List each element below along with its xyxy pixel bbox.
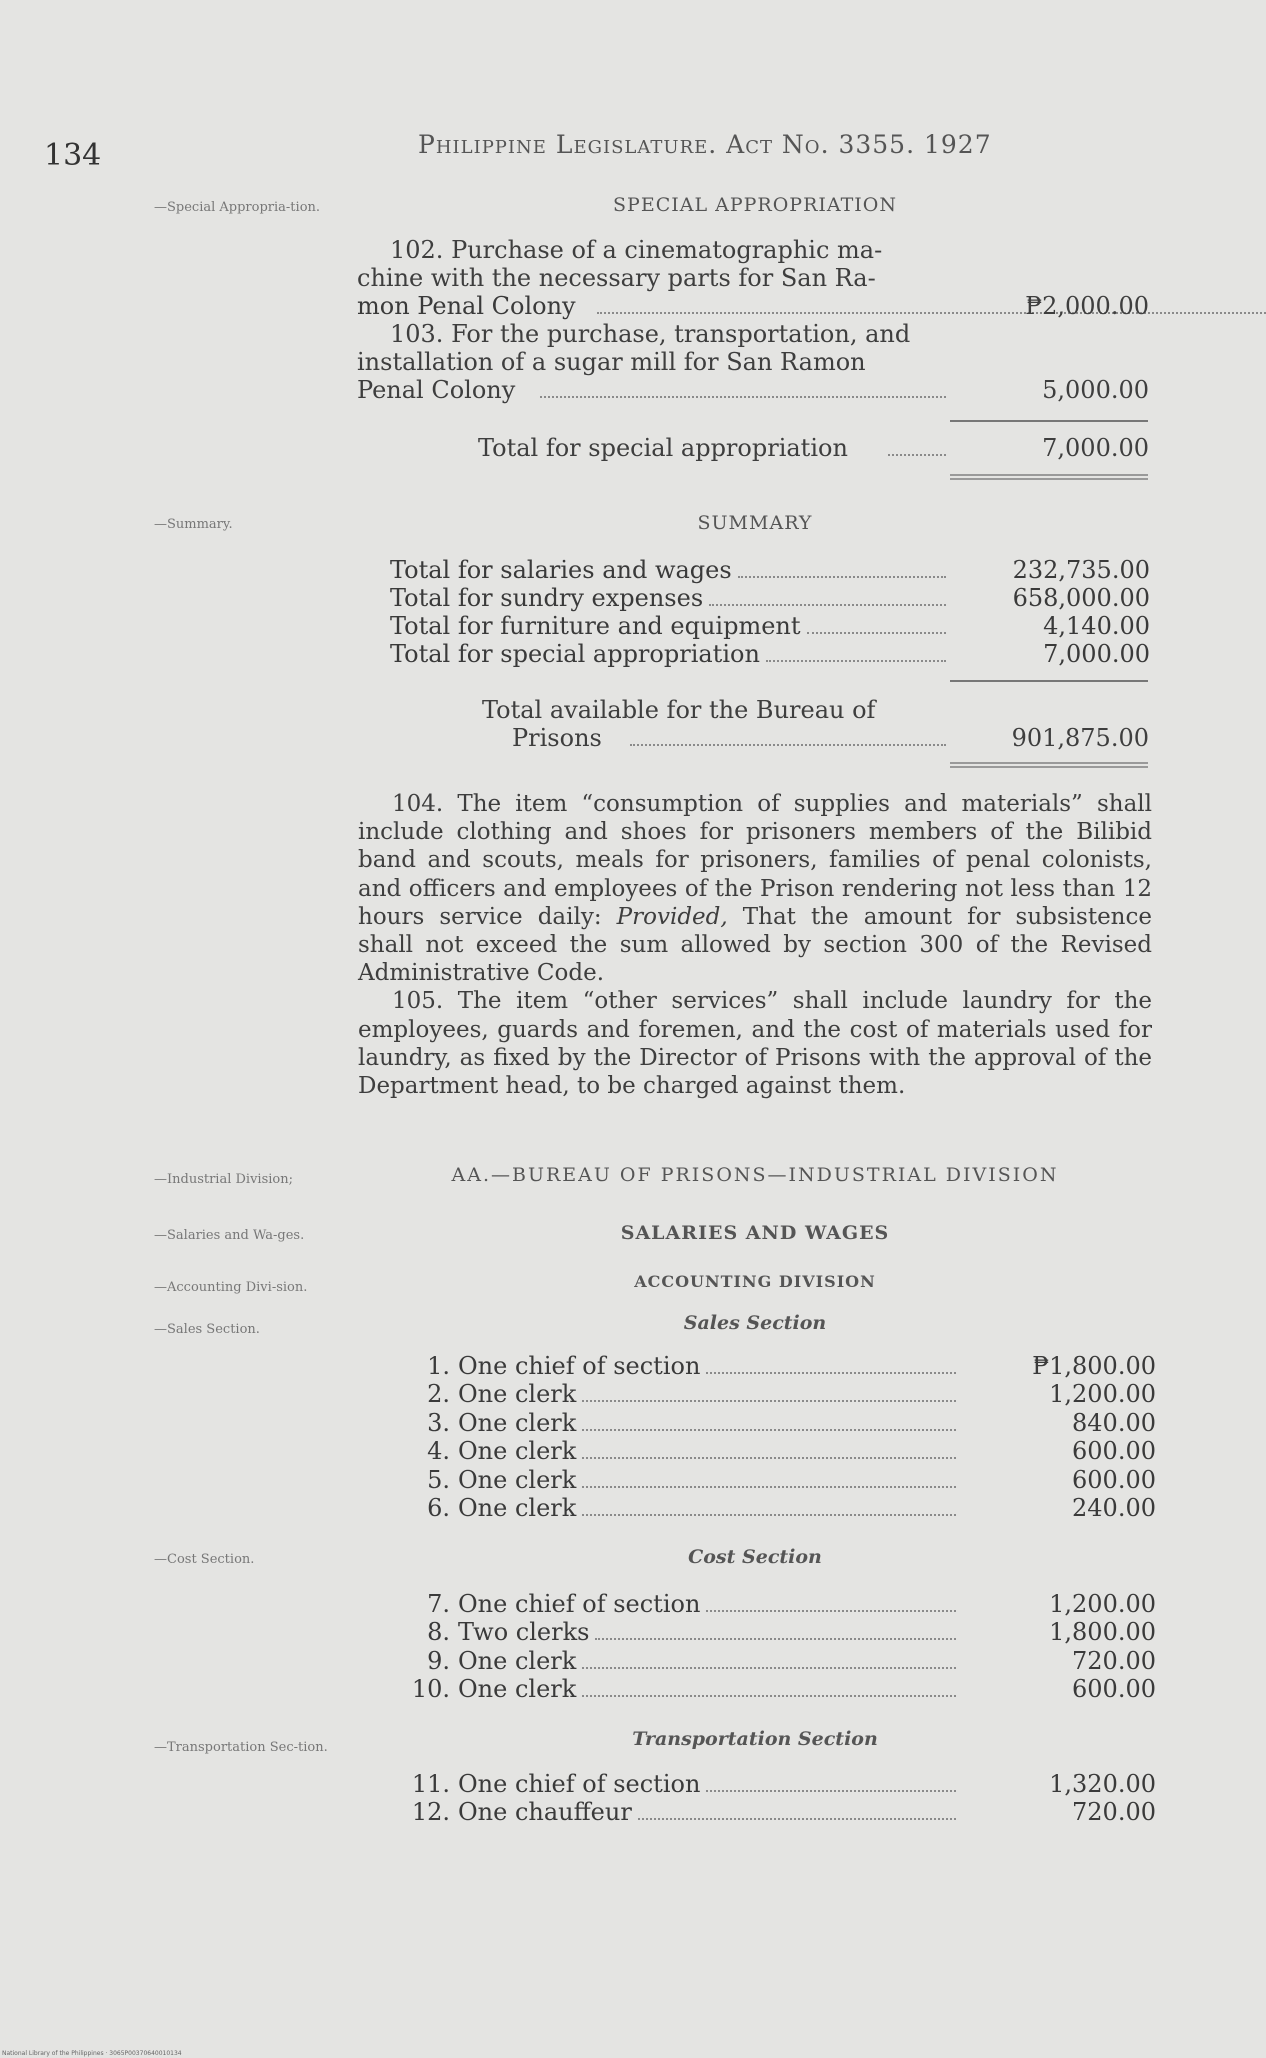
row-label: One clerk [458, 1380, 577, 1409]
leader-dots [706, 1372, 956, 1374]
accounting-heading: ACCOUNTING DIVISION [634, 1272, 876, 1291]
sales-row [410, 1352, 1156, 1380]
cost-row [410, 1675, 1156, 1703]
division-heading: AA.—BUREAU OF PRISONS—INDUSTRIAL DIVISION [451, 1164, 1059, 1186]
margin-note-salaries: —Salaries and Wa-ges. [154, 1228, 305, 1243]
row-label: Total for furniture and equipment [390, 612, 801, 640]
running-header-text: Philippine Legislature. Act No. 3355. 1927 [418, 130, 992, 159]
summary-row [390, 612, 1150, 640]
leader-dots [582, 1486, 956, 1488]
margin-note-summary: —Summary. [154, 517, 233, 532]
summary-double-rule [950, 762, 1148, 768]
item-number: 2. [427, 1380, 450, 1409]
sales-row [410, 1437, 1156, 1465]
summary-total-line1: Total available for the Bureau of [482, 696, 876, 724]
leader-dots [709, 604, 946, 606]
summary-row [390, 556, 1150, 584]
leader-dots [582, 1695, 956, 1697]
row-label: Total for special appropriation [390, 640, 760, 668]
leader-dots [582, 1429, 956, 1431]
special-appropriation-heading: SPECIAL APPROPRIATION [613, 194, 897, 216]
leader-dots [540, 396, 946, 398]
row-label: One chief of section [458, 1590, 701, 1618]
page-number: 134 [44, 138, 102, 173]
sales-row [410, 1380, 1156, 1408]
row-label: One clerk [458, 1646, 577, 1675]
row-amount: 1,800.00 [1049, 1618, 1156, 1647]
row-amount: 720.00 [1072, 1646, 1156, 1675]
row-amount: 720.00 [1072, 1798, 1156, 1827]
paragraph-104-proviso: That the amount for subsistence shall not exceed the sum allowed by section 300 of the Revised Administrative Code. [358, 903, 1152, 987]
sales-row [410, 1466, 1156, 1494]
leader-dots [582, 1457, 956, 1459]
leader-dots [766, 660, 946, 662]
item-102-amount: ₱2,000.00 [1025, 292, 1149, 320]
row-label: One clerk [458, 1465, 577, 1494]
leader-dots [807, 632, 946, 634]
leader-dots [630, 744, 946, 746]
running-header [418, 130, 992, 159]
subtotal-rule [950, 420, 1148, 422]
leader-dots [597, 312, 1266, 314]
row-label: One clerk [458, 1675, 577, 1704]
item-103-line2: installation of a sugar mill for San Ramon [357, 348, 866, 376]
paragraph-105: 105. The item “other services” shall include laundry for the employees, guards and foremen, and the cost of materials used for laundry, as fixed by the Director of Prisons with the approval of the Department head, to be charged against them. [358, 988, 1152, 1100]
row-label: Total for sundry expenses [390, 584, 704, 612]
row-label: One clerk [458, 1494, 577, 1522]
footer-credit: National Library of the Philippines · 3065P00370640010134 [2, 2050, 182, 2057]
leader-dots [706, 1790, 956, 1792]
margin-note-special: —Special Appropria-tion. [154, 200, 321, 215]
item-number: 3. [427, 1408, 450, 1437]
leader-dots [706, 1610, 956, 1612]
summary-heading: SUMMARY [697, 512, 813, 534]
row-label: One chief of section [458, 1770, 701, 1798]
item-103-amount: 5,000.00 [1042, 376, 1149, 404]
row-label: Two clerks [458, 1618, 590, 1647]
row-label: One chief of section [458, 1352, 701, 1380]
row-label: Total for salaries and wages [390, 556, 732, 584]
item-number: 4. [427, 1437, 450, 1466]
margin-note-industrial: —Industrial Division; [154, 1172, 294, 1187]
item-102-line1: 102. Purchase of a cinematographic ma- [390, 236, 883, 264]
row-amount: 600.00 [1072, 1465, 1156, 1494]
row-amount: 232,735.00 [1012, 556, 1150, 584]
item-number: 6. [427, 1494, 450, 1522]
item-number: 11. [411, 1770, 450, 1798]
item-number: 9. [427, 1646, 450, 1675]
item-number: 10. [411, 1675, 450, 1704]
body-paragraphs [358, 790, 1152, 1100]
row-amount: 1,200.00 [1049, 1590, 1156, 1618]
row-amount: 1,320.00 [1049, 1770, 1156, 1798]
leader-dots [595, 1638, 956, 1640]
item-number: 1. [427, 1352, 450, 1380]
item-102-line2: chine with the necessary parts for San Ra- [357, 264, 876, 292]
sales-row [410, 1409, 1156, 1437]
transportation-section-heading: Transportation Section [632, 1728, 878, 1750]
row-label: One clerk [458, 1437, 577, 1466]
special-total-amount: 7,000.00 [1042, 434, 1149, 462]
summary-row [390, 640, 1150, 668]
summary-row [390, 584, 1150, 612]
summary-total-amount: 901,875.00 [1011, 724, 1149, 752]
item-number: 12. [411, 1798, 450, 1827]
special-total-label: Total for special appropriation [478, 434, 848, 462]
leader-dots [582, 1400, 956, 1402]
margin-note-cost: —Cost Section. [154, 1552, 255, 1567]
summary-total-line2: Prisons [512, 724, 602, 752]
sales-section-heading: Sales Section [683, 1312, 827, 1334]
transportation-row [410, 1798, 1156, 1826]
row-amount: ₱1,800.00 [1032, 1352, 1156, 1380]
item-number: 5. [427, 1465, 450, 1494]
leader-dots [638, 1818, 956, 1820]
summary-rule [950, 680, 1148, 682]
row-amount: 600.00 [1072, 1675, 1156, 1704]
item-103-line3: Penal Colony [357, 376, 516, 404]
paragraph-104 [358, 790, 1152, 987]
salaries-heading: SALARIES AND WAGES [620, 1222, 890, 1244]
paragraph-104-text: 104. The item “consumption of supplies and materials” shall include clothing and shoes for prisoners members of the Bilibid band and scouts, meals for prisoners, families of penal colonists, and officers and employees of the Prison rendering not less than 12 hours service daily: [358, 791, 1152, 930]
item-number: 8. [427, 1618, 450, 1647]
cost-row [410, 1618, 1156, 1646]
leader-dots [582, 1667, 956, 1669]
leader-dots [738, 576, 946, 578]
row-label: One chauffeur [458, 1798, 632, 1827]
margin-note-accounting: —Accounting Divi-sion. [154, 1280, 308, 1295]
cost-row [410, 1590, 1156, 1618]
row-amount: 240.00 [1072, 1494, 1156, 1522]
total-double-rule [950, 474, 1148, 480]
margin-note-sales: —Sales Section. [154, 1322, 260, 1337]
provided-word: Provided, [616, 903, 728, 930]
item-102-line3: mon Penal Colony [357, 292, 576, 320]
item-number: 7. [427, 1590, 450, 1618]
leader-dots [888, 454, 946, 456]
row-amount: 600.00 [1072, 1437, 1156, 1466]
cost-section-heading: Cost Section [688, 1546, 822, 1568]
sales-row [410, 1494, 1156, 1522]
leader-dots [582, 1514, 956, 1516]
row-label: One clerk [458, 1408, 577, 1437]
transportation-row [410, 1770, 1156, 1798]
row-amount: 658,000.00 [1012, 584, 1150, 612]
cost-row [410, 1647, 1156, 1675]
margin-note-transportation: —Transportation Sec-tion. [154, 1740, 328, 1755]
row-amount: 4,140.00 [1043, 612, 1150, 640]
row-amount: 840.00 [1072, 1408, 1156, 1437]
row-amount: 1,200.00 [1049, 1380, 1156, 1409]
row-amount: 7,000.00 [1043, 640, 1150, 668]
item-103-line1: 103. For the purchase, transportation, and [390, 320, 911, 348]
